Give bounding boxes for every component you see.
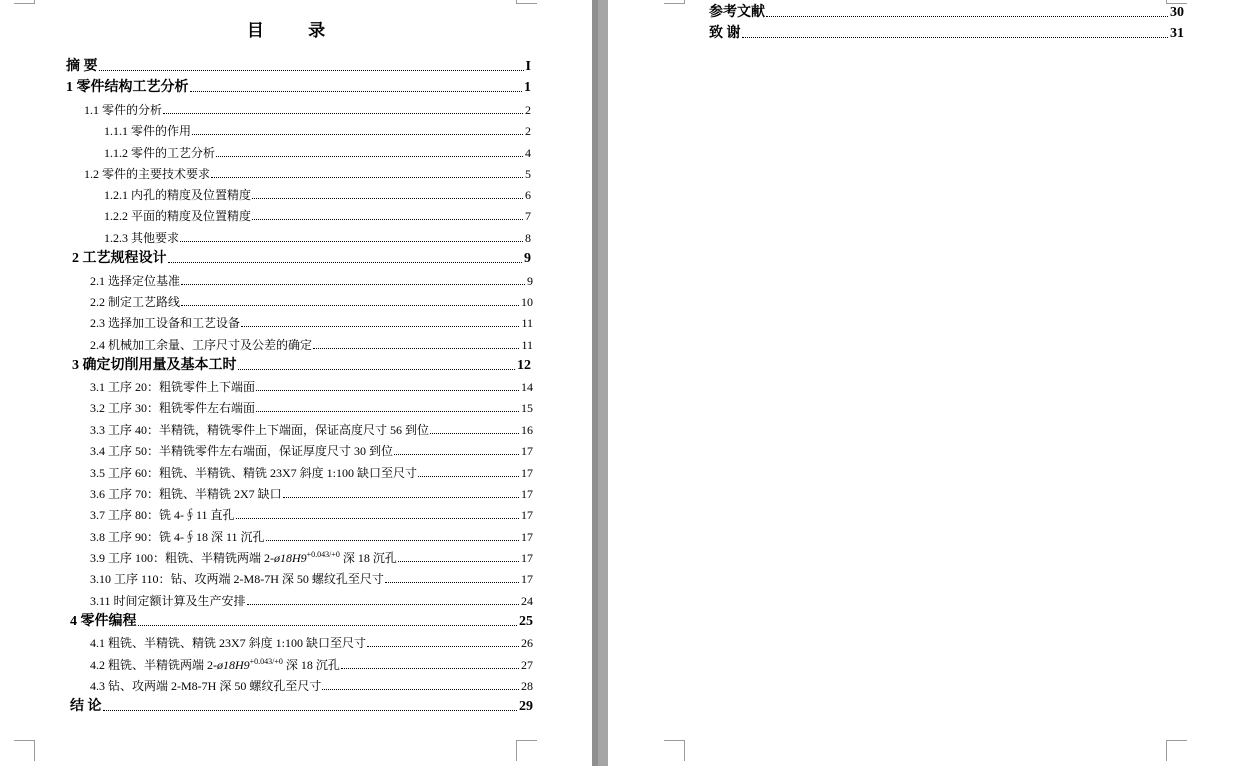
toc-entry-page-number: 24 xyxy=(521,594,533,608)
dot-leader xyxy=(168,262,523,263)
toc-entry[interactable] xyxy=(90,398,533,416)
page-corner-mark xyxy=(14,740,35,761)
toc-entry-text xyxy=(84,165,210,182)
toc-entry[interactable] xyxy=(90,420,533,438)
dot-leader xyxy=(252,219,523,220)
toc-entry-text xyxy=(90,528,265,545)
dot-leader xyxy=(266,540,519,541)
dot-leader xyxy=(742,37,1169,38)
page-corner-mark xyxy=(664,740,685,761)
toc-entry[interactable] xyxy=(90,676,533,694)
toc-entry[interactable] xyxy=(66,57,531,75)
toc-entry-label: 3.6 工序 70：粗铣、半精铣 2X7 缺口 xyxy=(90,487,282,501)
dot-leader xyxy=(236,518,519,519)
toc-entry-label: 1.2.2 平面的精度及位置精度 xyxy=(104,209,252,223)
toc-entry-label: 致 谢 xyxy=(709,26,741,41)
toc-entry-text xyxy=(104,122,191,139)
toc-entry-page-number: 2 xyxy=(525,103,531,117)
toc-entry-page-number: 10 xyxy=(521,295,533,309)
dot-leader xyxy=(394,454,519,455)
dot-leader xyxy=(216,156,523,157)
toc-entry-label: 1.2.1 内孔的精度及位置精度 xyxy=(104,188,252,202)
dot-leader xyxy=(241,326,519,327)
dot-leader xyxy=(252,198,523,199)
toc-entry-text xyxy=(90,293,180,310)
toc-entry-text xyxy=(104,229,179,246)
dot-leader xyxy=(181,284,525,285)
toc-entry-page-number: 6 xyxy=(525,188,531,202)
toc-entry-text xyxy=(104,144,215,161)
toc-entry[interactable] xyxy=(90,463,533,481)
toc-entry-label: 2.4 机械加工余量、工序尺寸及公差的确定 xyxy=(90,338,313,352)
toc-entry-text xyxy=(90,570,384,587)
toc-entry-text xyxy=(90,677,321,694)
toc-entry-page-number: 26 xyxy=(521,636,533,650)
toc-entry-text xyxy=(90,549,397,566)
dot-leader xyxy=(766,16,1168,17)
dot-leader xyxy=(99,70,524,71)
toc-entry-page-number: I xyxy=(525,59,531,74)
toc-entry-text xyxy=(90,272,180,289)
dot-leader xyxy=(192,134,523,135)
toc-entry-label: 3.8 工序 90：铣 4-∮18 深 11 沉孔 xyxy=(90,530,265,544)
dot-leader xyxy=(367,646,519,647)
toc-entry-text xyxy=(90,336,312,353)
dot-leader xyxy=(163,113,523,114)
toc-entry[interactable] xyxy=(90,569,533,587)
toc-entry-text xyxy=(72,247,167,267)
toc-entry-label: 1.1.1 零件的作用 xyxy=(104,124,192,138)
dot-leader xyxy=(103,710,518,711)
toc-entry-page-number: 7 xyxy=(525,209,531,223)
dot-leader xyxy=(418,476,519,477)
toc-entry-page-number: 8 xyxy=(525,231,531,245)
toc-entry[interactable] xyxy=(104,228,531,246)
toc-entry-page-number: 17 xyxy=(521,466,533,480)
toc-entry-text xyxy=(90,656,340,673)
toc-entry-page-number: 25 xyxy=(519,614,533,629)
toc-entry-text xyxy=(90,378,255,395)
toc-entry[interactable] xyxy=(72,249,531,267)
toc-entry[interactable] xyxy=(90,313,533,331)
toc-entry-label: 3.7 工序 80：铣 4-∮11 直孔 xyxy=(90,508,235,522)
toc-entry[interactable] xyxy=(104,185,531,203)
toc-entry-page-number: 17 xyxy=(521,551,533,565)
toc-entry[interactable] xyxy=(104,121,531,139)
toc-entry-text xyxy=(90,592,246,609)
dot-leader xyxy=(430,433,519,434)
toc-entry-tolerance: +0.043/+0 xyxy=(249,657,283,666)
toc-entry-label: 3.5 工序 60：粗铣、半精铣、精铣 23X7 斜度 1:100 缺口至尺寸 xyxy=(90,466,418,480)
toc-entry-page-number: 16 xyxy=(521,423,533,437)
toc-entry[interactable] xyxy=(104,143,531,161)
toc-entry-label-suffix: 深 18 沉孔 xyxy=(282,658,340,672)
toc-entry-formula: ø18H9 xyxy=(217,658,250,672)
toc-entry-tolerance: +0.043/+0 xyxy=(306,550,340,559)
toc-entry-page-number: 31 xyxy=(1170,26,1184,41)
toc-entry-label: 3.3 工序 40：半精铣，精铣零件上下端面，保证高度尺寸 56 到位 xyxy=(90,423,430,437)
toc-entry[interactable] xyxy=(66,78,531,96)
toc-entry-page-number: 1 xyxy=(524,80,531,95)
toc-entry[interactable] xyxy=(90,335,533,353)
toc-entry-text xyxy=(66,55,98,75)
dot-leader xyxy=(283,497,519,498)
toc-entry-text xyxy=(70,610,137,630)
toc-entry-label: 3 确定切削用量及基本工时 xyxy=(72,358,237,373)
dot-leader xyxy=(256,390,519,391)
toc-entry-text xyxy=(84,101,162,118)
toc-entry-formula: ø18H9 xyxy=(274,551,307,565)
toc-entry-label: 1 零件结构工艺分析 xyxy=(66,80,189,95)
toc-entry-label: 参考文献 xyxy=(709,5,765,20)
toc-entry-page-number: 2 xyxy=(525,124,531,138)
dot-leader xyxy=(313,348,519,349)
toc-entry-page-number: 17 xyxy=(521,572,533,586)
toc-entry-page-number: 12 xyxy=(517,358,531,373)
dot-leader xyxy=(341,668,519,669)
toc-entry-label: 2.2 制定工艺路线 xyxy=(90,295,181,309)
toc-entry[interactable] xyxy=(90,377,533,395)
toc-entry-label: 1.1 零件的分析 xyxy=(84,103,163,117)
toc-entry[interactable] xyxy=(709,24,1184,42)
toc-entry[interactable] xyxy=(72,356,531,374)
toc-entry-page-number: 11 xyxy=(521,316,533,330)
toc-entry[interactable] xyxy=(104,206,531,224)
toc-entry-page-number: 17 xyxy=(521,487,533,501)
dot-leader xyxy=(322,689,519,690)
toc-entry-label: 1.1.2 零件的工艺分析 xyxy=(104,146,216,160)
dot-leader xyxy=(247,604,519,605)
page-corner-mark xyxy=(14,0,35,4)
toc-entry-text xyxy=(104,186,251,203)
toc-entry-text xyxy=(709,1,765,21)
dot-leader xyxy=(181,305,519,306)
document-page-right xyxy=(608,0,1239,766)
toc-entry[interactable] xyxy=(709,3,1184,21)
document-page-left xyxy=(0,0,592,766)
toc-entry-text xyxy=(90,399,255,416)
toc-entry[interactable] xyxy=(90,548,533,566)
toc-entry[interactable] xyxy=(90,591,533,609)
toc-entry-page-number: 17 xyxy=(521,444,533,458)
toc-entry[interactable] xyxy=(90,271,533,289)
page-corner-mark xyxy=(1166,740,1187,761)
toc-entry-page-number: 4 xyxy=(525,146,531,160)
toc-entry-label: 2.1 选择定位基准 xyxy=(90,274,181,288)
toc-entry-label: 3.2 工序 30：粗铣零件左右端面 xyxy=(90,401,256,415)
toc-entry-text xyxy=(66,76,189,96)
toc-entry-label: 2 工艺规程设计 xyxy=(72,251,167,266)
toc-entry-page-number: 14 xyxy=(521,380,533,394)
toc-entry-page-number: 27 xyxy=(521,658,533,672)
toc-entry-text xyxy=(70,695,102,715)
toc-entry-page-number: 5 xyxy=(525,167,531,181)
toc-entry-text xyxy=(104,207,251,224)
toc-entry-label: 4 零件编程 xyxy=(70,614,137,629)
dot-leader xyxy=(385,582,519,583)
toc-entry-label: 4.2 粗铣、半精铣两端 2- xyxy=(90,658,217,672)
toc-entry-page-number: 15 xyxy=(521,401,533,415)
toc-entry-label: 3.4 工序 50：半精铣零件左右端面，保证厚度尺寸 30 到位 xyxy=(90,444,394,458)
dot-leader xyxy=(180,241,523,242)
toc-entry-page-number: 17 xyxy=(521,508,533,522)
toc-entry[interactable] xyxy=(90,505,533,523)
toc-entry[interactable] xyxy=(84,164,531,182)
toc-entry[interactable] xyxy=(90,633,533,651)
toc-entry[interactable] xyxy=(70,612,533,630)
dot-leader xyxy=(256,411,519,412)
toc-entry-label: 1.2 零件的主要技术要求 xyxy=(84,167,211,181)
toc-entry[interactable] xyxy=(90,292,533,310)
toc-entry-text xyxy=(90,421,429,438)
page-gutter xyxy=(592,0,608,766)
dot-leader xyxy=(238,369,516,370)
toc-entry-label: 3.1 工序 20：粗铣零件上下端面 xyxy=(90,380,256,394)
toc-entry[interactable] xyxy=(90,527,533,545)
toc-entry[interactable] xyxy=(90,484,533,502)
toc-entry-text xyxy=(90,464,417,481)
dot-leader xyxy=(138,625,518,626)
toc-entry[interactable] xyxy=(84,100,531,118)
toc-entry[interactable] xyxy=(90,655,533,673)
toc-title: 目 录 xyxy=(246,21,346,40)
toc-entry-text xyxy=(90,314,240,331)
toc-entry-label: 4.1 粗铣、半精铣、精铣 23X7 斜度 1:100 缺口至尺寸 xyxy=(90,636,367,650)
toc-entry-label-suffix: 深 18 沉孔 xyxy=(339,551,397,565)
dot-leader xyxy=(398,561,519,562)
toc-entry-label: 结 论 xyxy=(70,699,102,714)
toc-entry-text xyxy=(90,634,366,651)
toc-entry-text xyxy=(90,506,235,523)
toc-entry-page-number: 11 xyxy=(521,338,533,352)
dot-leader xyxy=(190,91,523,92)
page-corner-mark xyxy=(516,740,537,761)
toc-entry-text xyxy=(90,485,282,502)
toc-entry-page-number: 9 xyxy=(524,251,531,266)
toc-entry-page-number: 29 xyxy=(519,699,533,714)
toc-entry-page-number: 9 xyxy=(527,274,533,288)
page-corner-mark xyxy=(664,0,685,4)
toc-entry-label: 3.9 工序 100：粗铣、半精铣两端 2- xyxy=(90,551,274,565)
toc-entry-page-number: 30 xyxy=(1170,5,1184,20)
toc-entry-label: 摘 要 xyxy=(66,59,98,74)
toc-entry-label: 1.2.3 其他要求 xyxy=(104,231,180,245)
dot-leader xyxy=(211,177,523,178)
toc-entry[interactable] xyxy=(90,441,533,459)
toc-entry-label: 3.11 时间定额计算及生产安排 xyxy=(90,594,246,608)
toc-entry-text xyxy=(90,442,393,459)
page-corner-mark xyxy=(516,0,537,4)
toc-entry-page-number: 17 xyxy=(521,530,533,544)
toc-entry-label: 4.3 钻、攻两端 2-M8-7H 深 50 螺纹孔至尺寸 xyxy=(90,679,322,693)
toc-entry-label: 3.10 工序 110：钻、攻两端 2-M8-7H 深 50 螺纹孔至尺寸 xyxy=(90,572,384,586)
toc-entry-label: 2.3 选择加工设备和工艺设备 xyxy=(90,316,241,330)
toc-entry-text xyxy=(709,22,741,42)
toc-entry-text xyxy=(72,354,237,374)
toc-entry-page-number: 28 xyxy=(521,679,533,693)
toc-entry[interactable] xyxy=(70,697,533,715)
